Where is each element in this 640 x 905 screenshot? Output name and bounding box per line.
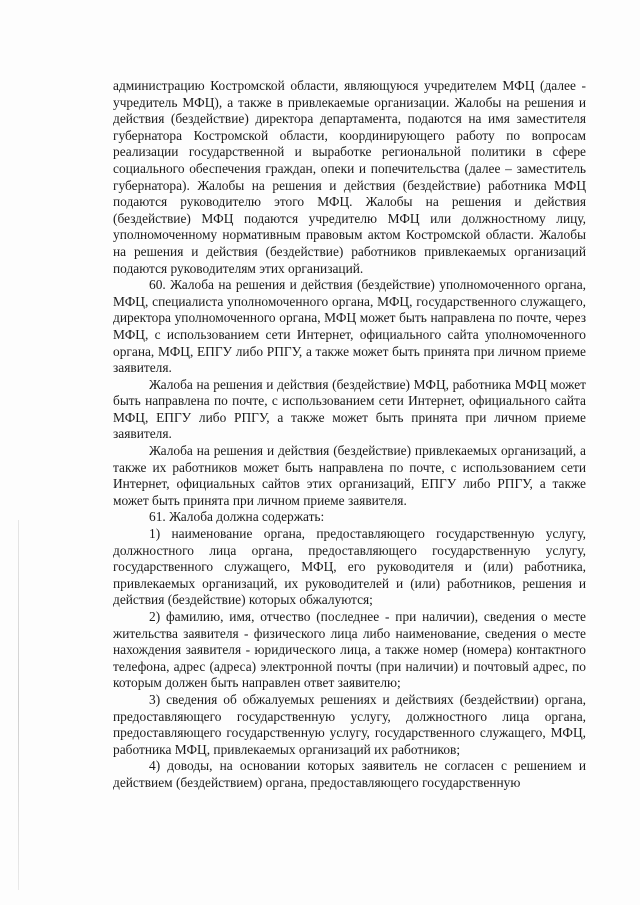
paragraph-organizations-complaint: Жалоба на решения и действия (бездействие) привлекаемых организаций, а также их работников может быть направлена по почте, с использованием сети Интернет, официальных сайтов этих организаций, ЕПГУ либо РПГУ, а также может быть принята при личном приеме заявителя.: [113, 443, 586, 508]
list-item-1: 1) наименование органа, предоставляющего государственную услугу, должностного лица органа, предоставляющего государственную услугу, государственного служащего, МФЦ, его руководителя и (или) работника, привлекаемых организаций, их руководителей и (или) работников, решения и действия (бездействие) которых обжалуются;: [113, 526, 586, 608]
paragraph-60: 60. Жалоба на решения и действия (бездействие) уполномоченного органа, МФЦ, специалиста уполномоченного органа, МФЦ, государственного служащего, директора уполномоченного органа, МФЦ может быть направлена по почте, через МФЦ, с использованием сети Интернет, официального сайта уполномоченного органа, МФЦ, ЕПГУ либо РПГУ, а также может быть принята при личном приеме заявителя.: [113, 277, 586, 376]
document-body: [113, 78, 586, 792]
paragraph-mfc-complaint: Жалоба на решения и действия (бездействие) МФЦ, работника МФЦ может быть направлена по почте, с использованием сети Интернет, официального сайта МФЦ, ЕПГУ либо РПГУ, а также может быть принята при личном приеме заявителя.: [113, 376, 586, 442]
paragraph-61: 61. Жалоба должна содержать:: [149, 509, 325, 525]
list-item-3: 3) сведения об обжалуемых решениях и действиях (бездействии) органа, предоставляющего государственную услугу, должностного лица органа, предоставляющего государственную услугу, государственного служащего, МФЦ, работника МФЦ, привлекаемых организаций их работников;: [113, 691, 586, 757]
paragraph-continuation: администрацию Костромской области, являющуюся учредителем МФЦ (далее - учредитель МФЦ), а также в привлекаемые организации. Жалобы на решения и действия (бездействие) директора департамента, подаются на имя заместителя губернатора Костромской области, координирующего работу по вопросам реализации государственной и выработке региональной политики в сфере социального обеспечения граждан, опеки и попечительства (далее – заместитель губернатора). Жалобы на решения и действия (бездействие) работника МФЦ подаются руководителю этого МФЦ. Жалобы на решения и действия (бездействие) МФЦ подаются учредителю МФЦ или должностному лицу, уполномоченному нормативным правовым актом Костромской области. Жалобы на решения и действия (бездействие) работников привлекаемых организаций подаются руководителям этих организаций.: [113, 78, 586, 276]
scan-edge-mark: [18, 520, 19, 890]
list-item-2: 2) фамилию, имя, отчество (последнее - при наличии), сведения о месте жительства заявителя - физического лица либо наименование, сведения о месте нахождения заявителя - юридического лица, а также номер (номера) контактного телефона, адрес (адреса) электронной почты (при наличии) и почтовый адрес, по которым должен быть направлен ответ заявителю;: [113, 609, 586, 691]
list-item-4: 4) доводы, на основании которых заявитель не согласен с решением и действием (бездействием) органа, предоставляющего государственную: [113, 758, 586, 790]
